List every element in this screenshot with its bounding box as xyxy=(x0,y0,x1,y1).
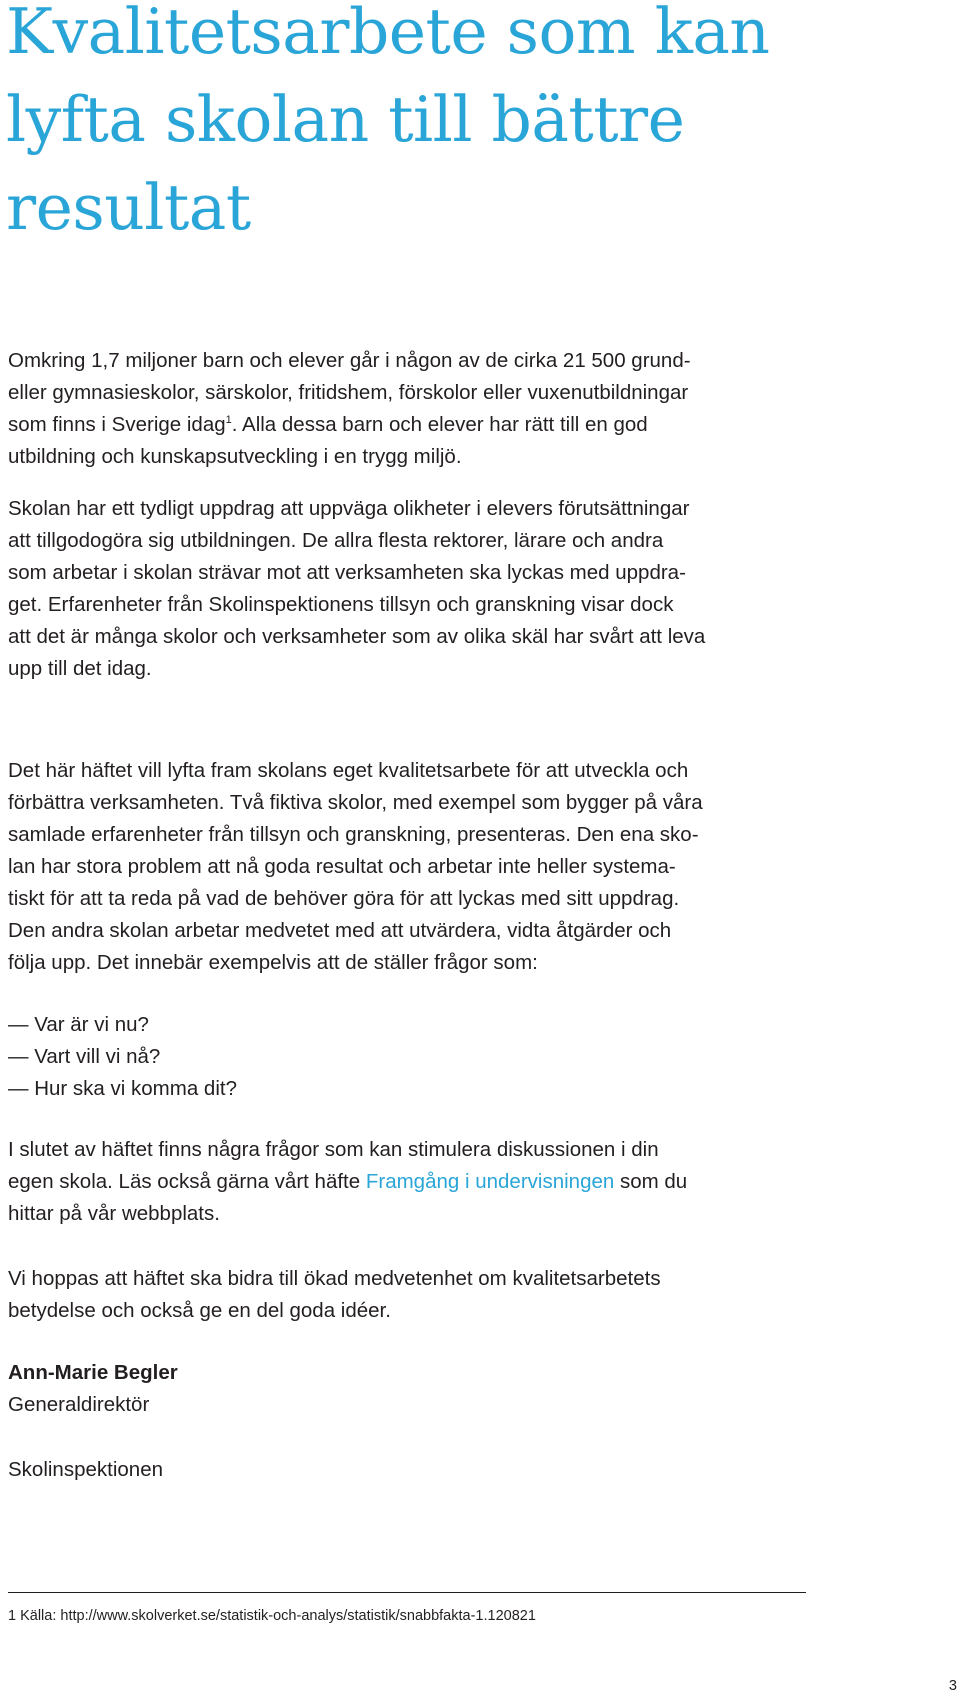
text-line: Skolan har ett tydligt uppdrag att uppväga olikheter i elevers förutsättningar xyxy=(8,497,690,520)
closing-paragraph xyxy=(8,1263,808,1327)
text-line: upp till det idag. xyxy=(8,657,152,680)
footnote-reference[interactable]: 1 xyxy=(225,414,232,426)
text-line: I slutet av häftet finns några frågor som kan stimulera diskussionen i din xyxy=(8,1138,659,1161)
text-line: utbildning och kunskapsutveckling i en trygg miljö. xyxy=(8,445,462,468)
text-line: betydelse och också ge en del goda idéer. xyxy=(8,1299,391,1322)
text-line: att det är många skolor och verksamheter som av olika skäl har svårt att leva xyxy=(8,625,706,648)
page-title xyxy=(6,0,906,252)
intro-paragraph xyxy=(8,345,808,473)
title-line: Kvalitetsarbete som kan xyxy=(6,0,770,68)
title-line: lyfta skolan till bättre xyxy=(6,83,685,156)
footnote-divider xyxy=(8,1592,806,1593)
text-line: förbättra verksamheten. Två fiktiva skolor, med exempel som bygger på våra xyxy=(8,791,703,814)
text-line: som arbetar i skolan strävar mot att verksamheten ska lyckas med uppdra- xyxy=(8,561,686,584)
text-line: följa upp. Det innebär exempelvis att de ställer frågor som: xyxy=(8,951,538,974)
question-list xyxy=(8,1009,237,1105)
text-fragment: som finns i Sverige idag xyxy=(8,413,226,436)
list-item: — Hur ska vi komma dit? xyxy=(8,1077,237,1100)
text-line: lan har stora problem att nå goda resultat och arbetar inte heller systema- xyxy=(8,855,676,878)
text-line: eller gymnasieskolor, särskolor, fritidshem, förskolor eller vuxenutbildningar xyxy=(8,381,689,404)
purpose-paragraph xyxy=(8,755,808,979)
further-reading-paragraph xyxy=(8,1134,808,1230)
signature-name: Ann-Marie Begler xyxy=(8,1361,178,1384)
text-line: Den andra skolan arbetar medvetet med att utvärdera, vidta åtgärder och xyxy=(8,919,672,942)
signature-organization: Skolinspektionen xyxy=(8,1458,163,1481)
framgang-link[interactable]: Framgång i undervisningen xyxy=(365,1170,615,1193)
title-line: resultat xyxy=(6,171,251,244)
text-line xyxy=(8,1166,808,1198)
page-number: 3 xyxy=(948,1678,957,1694)
text-fragment: egen skola. Läs också gärna vårt häfte xyxy=(8,1170,366,1193)
text-line xyxy=(8,409,808,441)
text-line: Vi hoppas att häftet ska bidra till ökad medvetenhet om kvalitetsarbetets xyxy=(8,1267,661,1290)
list-item: — Vart vill vi nå? xyxy=(8,1045,161,1068)
text-line: hittar på vår webbplats. xyxy=(8,1202,220,1225)
mission-paragraph xyxy=(8,493,808,685)
signature-block xyxy=(8,1357,808,1421)
text-line: tiskt för att ta reda på vad de behöver göra för att lyckas med sitt uppdrag. xyxy=(8,887,680,910)
text-line: get. Erfarenheter från Skolinspektionens tillsyn och granskning visar dock xyxy=(8,593,674,616)
footnote: 1 Källa: http://www.skolverket.se/statistik-och-analys/statistik/snabbfakta-1.120821 xyxy=(8,1608,536,1624)
list-item: — Var är vi nu? xyxy=(8,1013,149,1036)
text-fragment: som du xyxy=(614,1170,688,1193)
signature-role: Generaldirektör xyxy=(8,1393,150,1416)
text-line: Det här häftet vill lyfta fram skolans eget kvalitetsarbete för att utveckla och xyxy=(8,759,689,782)
text-line: att tillgodogöra sig utbildningen. De allra flesta rektorer, lärare och andra xyxy=(8,529,664,552)
text-fragment: . Alla dessa barn och elever har rätt till en god xyxy=(231,413,648,436)
signature-organization-block xyxy=(8,1454,808,1486)
text-line: Omkring 1,7 miljoner barn och elever går i någon av de cirka 21 500 grund- xyxy=(8,349,691,372)
text-line: samlade erfarenheter från tillsyn och granskning, presenteras. Den ena sko- xyxy=(8,823,699,846)
